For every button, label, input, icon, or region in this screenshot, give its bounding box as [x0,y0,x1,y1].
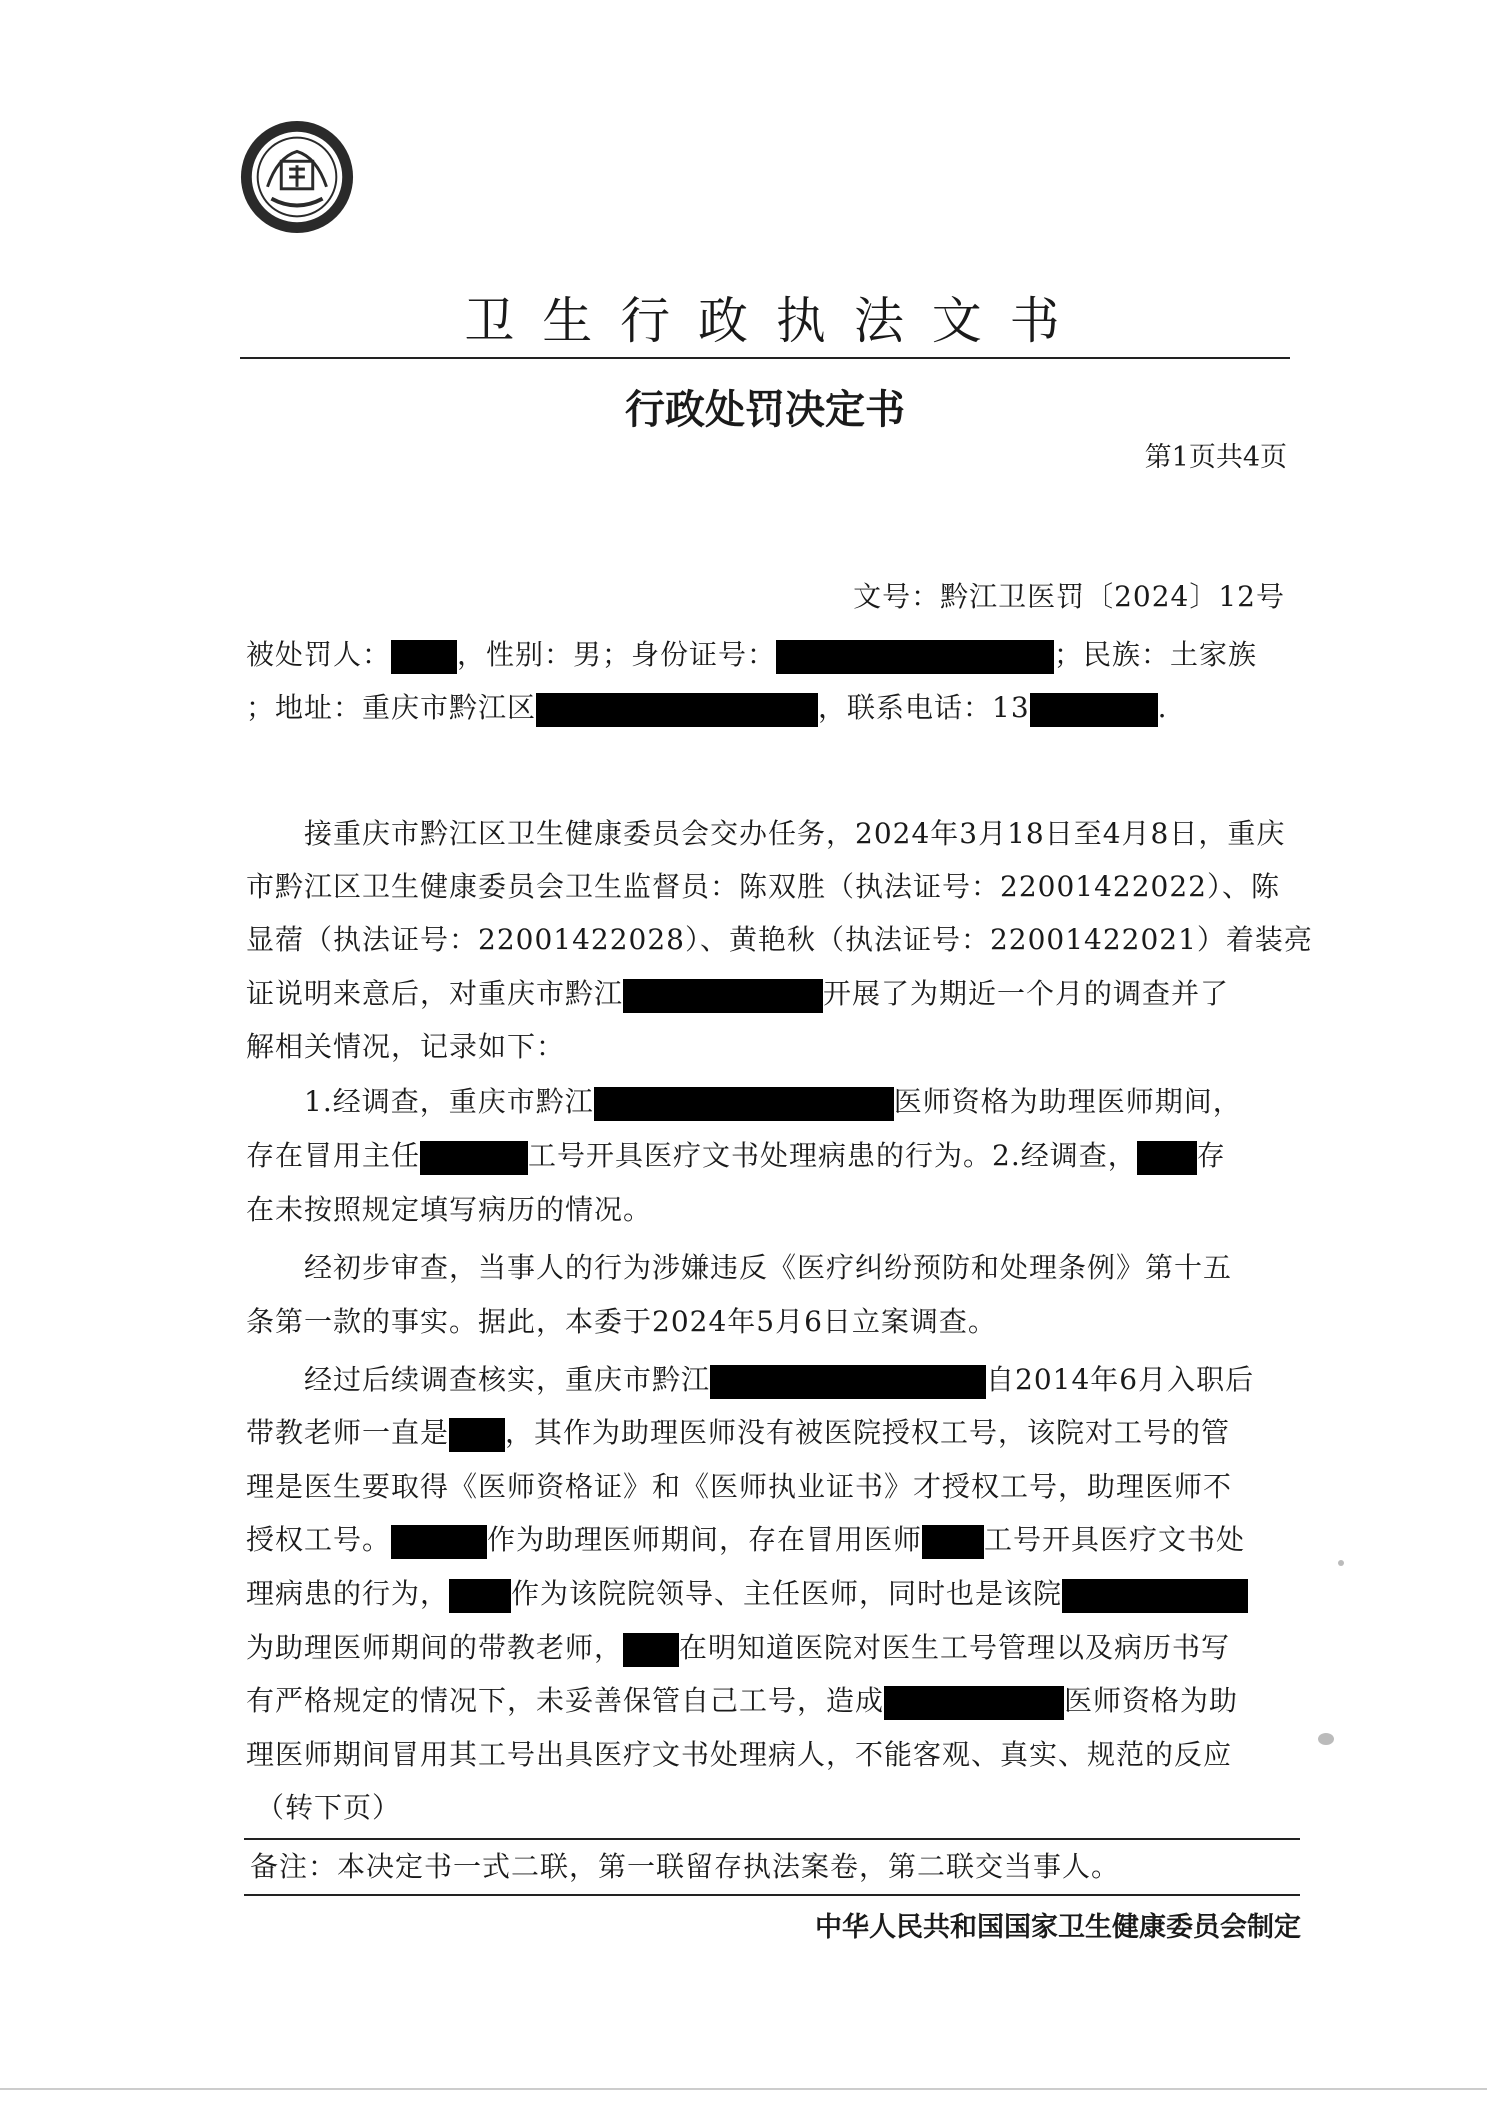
body-text: 理病患的行为， [246,1577,450,1610]
header-divider [240,357,1290,359]
redaction [776,640,1054,674]
redaction [623,979,823,1013]
body-text: 自2014年6月入职后 [986,1363,1255,1396]
body-text: 1.经调查，重庆市黔江 [304,1085,594,1118]
redaction [594,1087,894,1121]
body-text: 证说明来意后，对重庆市黔江 [246,977,624,1010]
body-text: 医师资格为助理医师期间， [893,1085,1242,1118]
party-phone-label: ，联系电话：13 [818,691,1030,724]
body-line [246,1518,1280,1562]
party-ethnicity: ；民族：土家族 [1054,638,1258,671]
party-line-2 [246,686,1280,730]
redaction [1062,1579,1248,1613]
body-line: 在未按照规定填写病历的情况。 [246,1193,653,1226]
body-line [246,1626,1280,1670]
body-text: 存在冒用主任 [246,1139,421,1172]
redaction [391,1525,487,1559]
scan-blot [1338,1560,1344,1566]
body-line: 显蓿（执法证号：22001422028）、黄艳秋（执法证号：22001422021）着装亮 [246,923,1313,956]
redaction [1030,693,1158,727]
continued-marker: （转下页） [256,1791,402,1824]
party-line-end: . [1157,691,1168,724]
body-text: 带教老师一直是 [246,1416,450,1449]
body-line: 条第一款的事实。据此，本委于2024年5月6日立案调查。 [246,1305,997,1338]
body-text: ，其作为助理医师没有被医院授权工号，该院对工号的管 [505,1416,1231,1449]
redaction [710,1365,986,1399]
footer-divider-bottom [244,1894,1300,1896]
scan-blot [1318,1733,1334,1745]
body-line [246,1134,1280,1178]
redaction [623,1633,679,1667]
redaction [1137,1141,1197,1175]
party-address-label: ；地址：重庆市黔江区 [246,691,537,724]
redaction [449,1579,511,1613]
redaction [536,693,818,727]
body-line: 接重庆市黔江区卫生健康委员会交办任务，2024年3月18日至4月8日，重庆 [304,817,1286,850]
body-line: 解相关情况，记录如下： [246,1030,566,1063]
series-title-text: 卫 生 行 政 执 法 文 书 [464,292,1066,350]
body-line: 理医师期间冒用其工号出具医疗文书处理病人，不能客观、真实、规范的反应 [246,1738,1233,1771]
party-name-label: 被处罚人： [246,638,392,671]
national-emblem-seal [238,118,356,236]
redaction [449,1418,505,1452]
body-line: 市黔江区卫生健康委员会卫生监督员：陈双胜（执法证号：22001422022）、陈 [246,870,1280,903]
body-text: 工号开具医疗文书处理病患的行为。2.经调查， [528,1139,1137,1172]
party-gender-id-label: ，性别：男；身份证号： [457,638,777,671]
body-text: 工号开具医疗文书处 [984,1523,1246,1556]
body-text: 为助理医师期间的带教老师， [246,1631,624,1664]
body-text: 在明知道医院对医生工号管理以及病历书写 [679,1631,1231,1664]
document-number: 文号：黔江卫医罚〔2024〕12号 [853,580,1285,613]
body-text: 经过后续调查核实，重庆市黔江 [304,1363,711,1396]
body-line [246,1679,1280,1723]
document-title: 行政处罚决定书 [625,387,905,433]
redaction [391,640,457,674]
body-line [246,1411,1280,1455]
body-text: 存 [1196,1139,1226,1172]
series-title [240,282,1290,352]
body-line [246,1572,1280,1616]
body-line: 理是医生要取得《医师资格证》和《医师执业证书》才授权工号，助理医师不 [246,1470,1233,1503]
body-text: 有严格规定的情况下，未妥善保管自己工号，造成 [246,1684,885,1717]
body-line [246,972,1280,1016]
redaction [884,1686,1064,1720]
body-text: 授权工号。 [246,1523,392,1556]
body-line [246,1080,1338,1124]
footer-note: 备注：本决定书一式二联，第一联留存执法案卷，第二联交当事人。 [250,1850,1121,1883]
body-line: 经初步审查，当事人的行为涉嫌违反《医疗纠纷预防和处理条例》第十五 [304,1251,1233,1284]
body-text: 医师资格为助 [1064,1684,1239,1717]
redaction [922,1525,984,1559]
body-text: 作为该院院领导、主任医师，同时也是该院 [511,1577,1063,1610]
redaction [420,1141,528,1175]
issuer-line: 中华人民共和国国家卫生健康委员会制定 [815,1912,1301,1943]
body-text: 作为助理医师期间，存在冒用医师 [487,1523,923,1556]
scan-edge [0,2088,1487,2090]
party-line-1 [246,633,1280,677]
body-text: 开展了为期近一个月的调查并了 [823,977,1230,1010]
page-indicator: 第1页共4页 [1144,442,1287,473]
footer-divider-top [244,1838,1300,1840]
body-line [246,1358,1338,1402]
